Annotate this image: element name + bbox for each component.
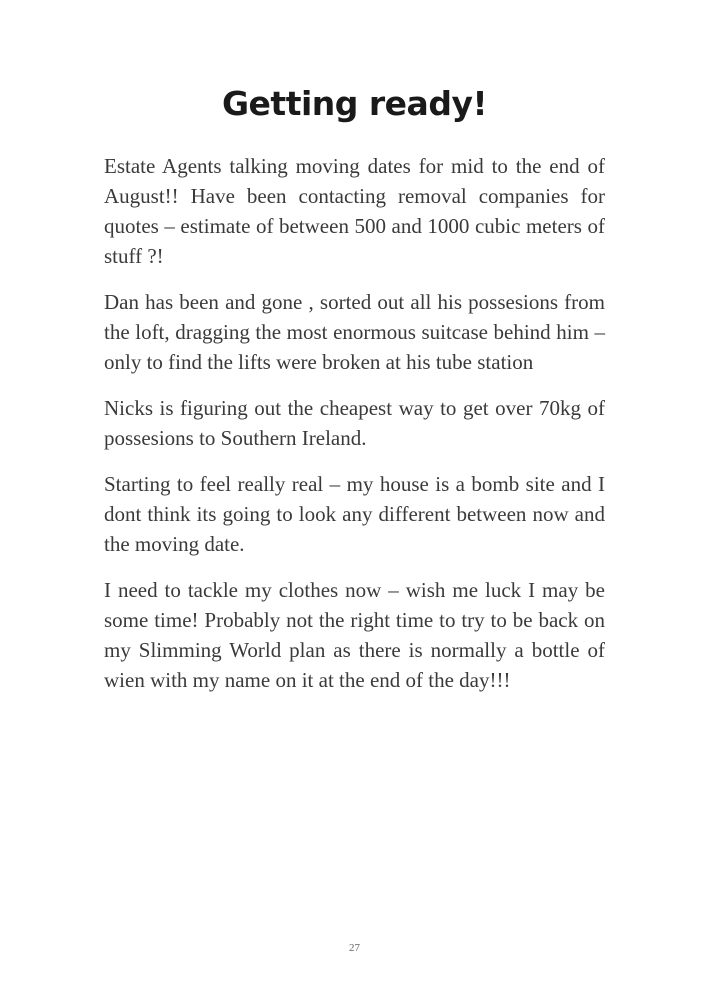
paragraph-nicks: Nicks is figuring out the cheapest way to get over 70kg of possesions to Southern Ireland. [104,396,605,450]
paragraph-feeling-real: Starting to feel really real – my house is a bomb site and I dont think its going to look any different between now and the moving date. [104,472,605,556]
page-number: 27 [349,942,360,954]
body-text [104,151,605,711]
paragraph-dan: Dan has been and gone , sorted out all his possesions from the loft, dragging the most enormous suitcase behind him – only to find the lifts were broken at his tube station [104,290,605,374]
page-title: Getting ready! [221,84,488,123]
paragraph-clothes: I need to tackle my clothes now – wish me luck I may be some time! Probably not the right time to try to be back on my Slimming World plan as there is normally a bottle of wien with my name on it at the end of the day!!! [104,578,605,692]
paragraph-moving-dates: Estate Agents talking moving dates for mid to the end of August!! Have been contacting removal companies for quotes – estimate of between 500 and 1000 cubic meters of stuff ?! [104,154,605,268]
